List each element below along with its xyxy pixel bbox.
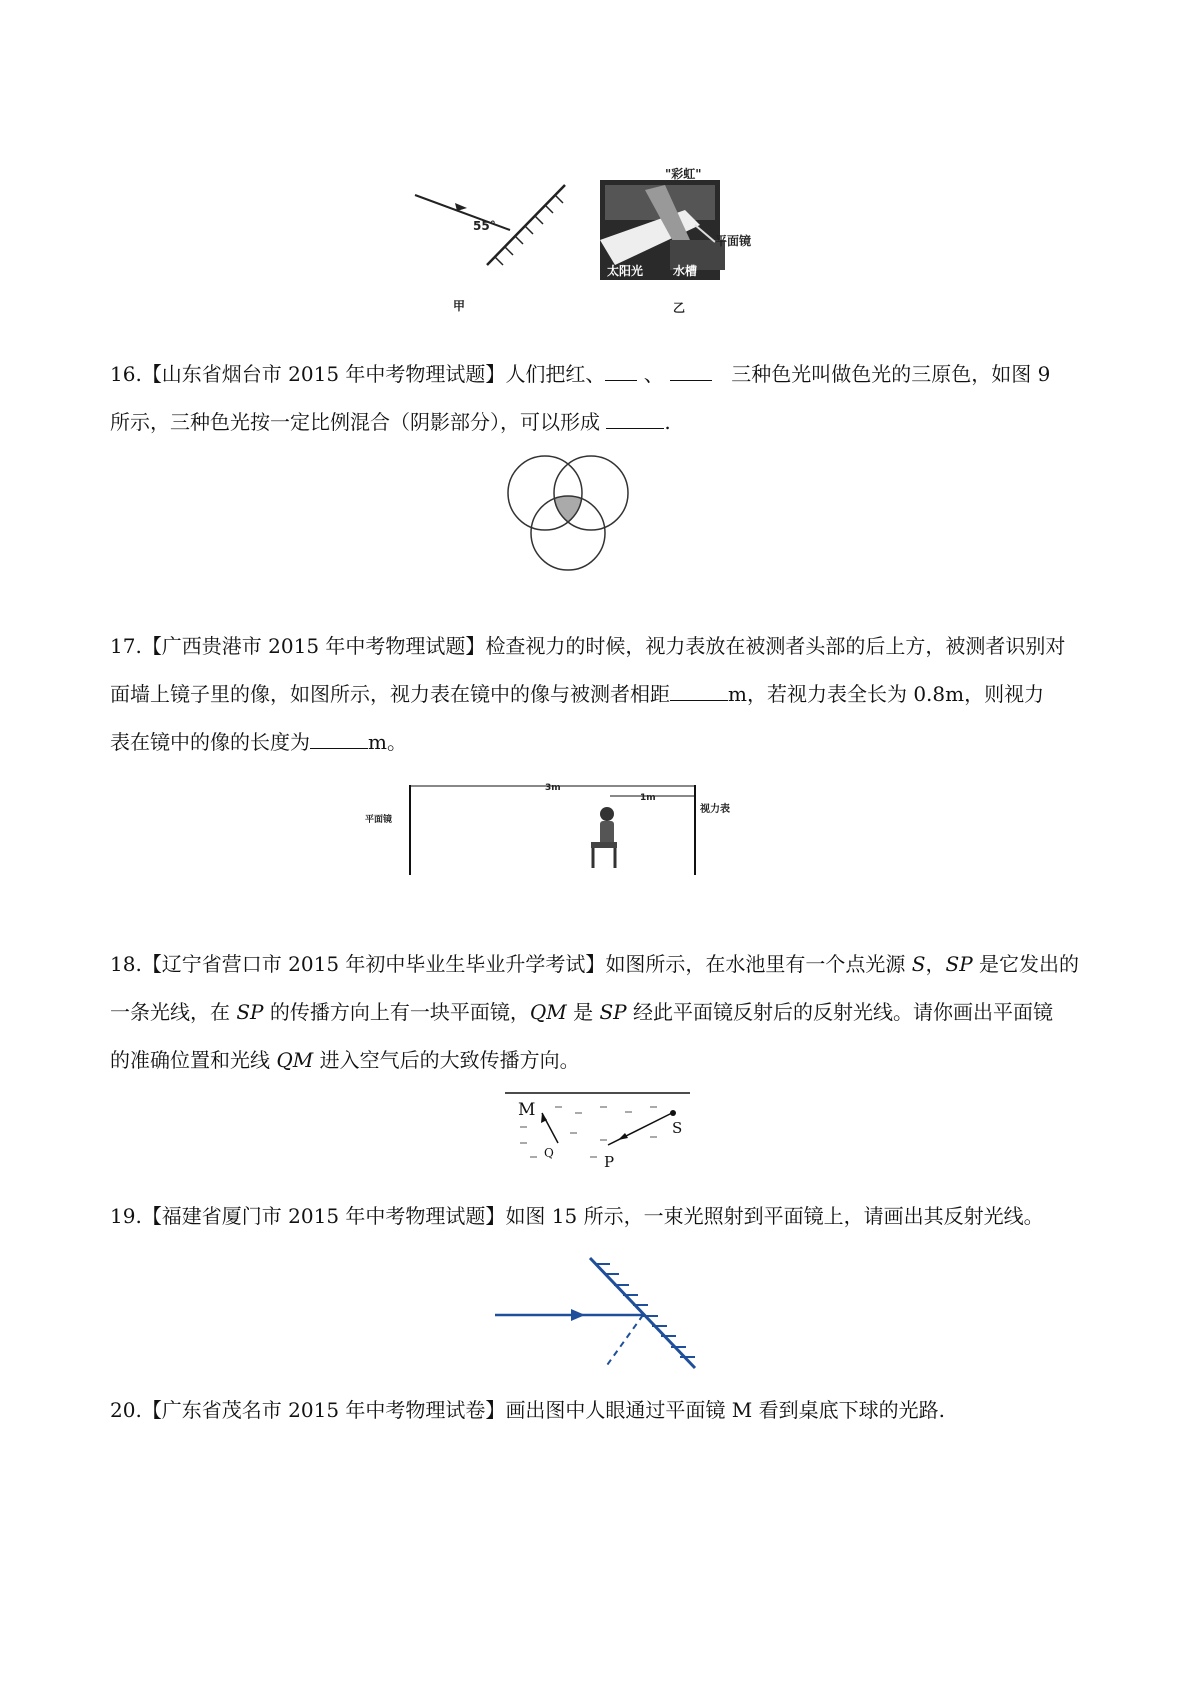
question-18: 18.【辽宁省营口市 2015 年初中毕业生毕业升学考试】如图所示，在水池里有一个点光源 S，SP 是它发出的 一条光线，在 SP 的传播方向上有一块平面镜，QM 是 SP 经此平面镜反射后的反射光线。请你画出平面镜 的准确位置和光线 QM 进入空气后的大致传播方向。 xyxy=(110,952,1080,1072)
question-16: 16.【山东省烟台市 2015 年中考物理试题】人们把红、 、 三种色光叫做色光的三原色，如图 9 所示，三种色光按一定比例混合（阴影部分），可以形成 . xyxy=(110,350,1100,446)
label-s: S xyxy=(672,1119,683,1137)
question-source: 【山东省烟台市 2015 年中考物理试题】 xyxy=(141,362,506,386)
label-p: P xyxy=(604,1153,615,1171)
seated-person-icon xyxy=(591,807,617,868)
figure-blue-mirror xyxy=(495,1258,725,1378)
question-number: 17. xyxy=(110,634,142,658)
circle-green xyxy=(554,456,628,530)
mirror-label: 平面镜 xyxy=(715,234,752,248)
dist-total-label: 3m xyxy=(545,783,561,793)
figure-mirror-rainbow xyxy=(415,167,815,320)
light-source-dot xyxy=(670,1110,676,1116)
ray-arrow-icon xyxy=(455,203,467,211)
question-17: 17.【广西贵港市 2015 年中考物理试题】检查视力的时候，视力表放在被测者头部的后上方，被测者识别对 面墙上镜子里的像，如图所示，视力表在镜中的像与被测者相距 m，若视力表全长为 0.8m，则视力 表在镜中的像的长度为 m。 xyxy=(110,634,1066,754)
question-source: 【广西贵港市 2015 年中考物理试题】 xyxy=(141,634,486,658)
answer-blank[interactable] xyxy=(670,678,728,701)
figure-color-circles xyxy=(505,448,665,598)
question-source: 【辽宁省营口市 2015 年初中毕业生毕业升学考试】 xyxy=(141,952,606,976)
chart-label: 视力表 xyxy=(700,804,730,815)
question-19: 19.【福建省厦门市 2015 年中考物理试题】如图 15 所示，一束光照射到平面镜上，请画出其反射光线。 xyxy=(110,1204,1044,1228)
label-m: M xyxy=(518,1100,536,1120)
circle-red xyxy=(508,456,582,530)
dist-short-label: 1m xyxy=(640,793,656,803)
mirror-hatching xyxy=(495,195,563,265)
angle-label: 55° xyxy=(473,219,496,233)
question-source: 【福建省厦门市 2015 年中考物理试题】 xyxy=(141,1204,506,1228)
question-number: 20. xyxy=(110,1398,142,1422)
ray-arrow-icon xyxy=(571,1309,585,1321)
label-yi: 乙 xyxy=(673,301,686,315)
answer-blank[interactable] xyxy=(606,406,664,429)
answer-blank[interactable] xyxy=(605,358,637,381)
question-number: 18. xyxy=(110,952,142,976)
sunlight-label: 太阳光 xyxy=(607,264,644,278)
label-jia: 甲 xyxy=(453,299,466,313)
question-number: 19. xyxy=(110,1204,142,1228)
figure-eye-test xyxy=(365,780,785,880)
figure-pool xyxy=(500,1085,700,1175)
answer-blank[interactable] xyxy=(310,726,368,749)
rainbow-label: "彩虹" xyxy=(665,167,702,181)
label-q: Q xyxy=(544,1146,554,1160)
tank-label: 水槽 xyxy=(673,264,698,278)
ray-sp xyxy=(608,1113,672,1145)
question-number: 16. xyxy=(110,362,142,386)
mirror-label: 平面镜 xyxy=(365,815,393,825)
water-dashes xyxy=(520,1107,657,1157)
incident-ray xyxy=(415,195,510,230)
arrow-icon xyxy=(618,1133,628,1140)
answer-blank[interactable] xyxy=(670,358,712,381)
question-source: 【广东省茂名市 2015 年中考物理试卷】 xyxy=(141,1398,506,1422)
normal-dashed-line xyxy=(605,1315,643,1368)
question-20: 20.【广东省茂名市 2015 年中考物理试卷】画出图中人眼通过平面镜 M 看到桌底下球的光路. xyxy=(110,1398,945,1422)
